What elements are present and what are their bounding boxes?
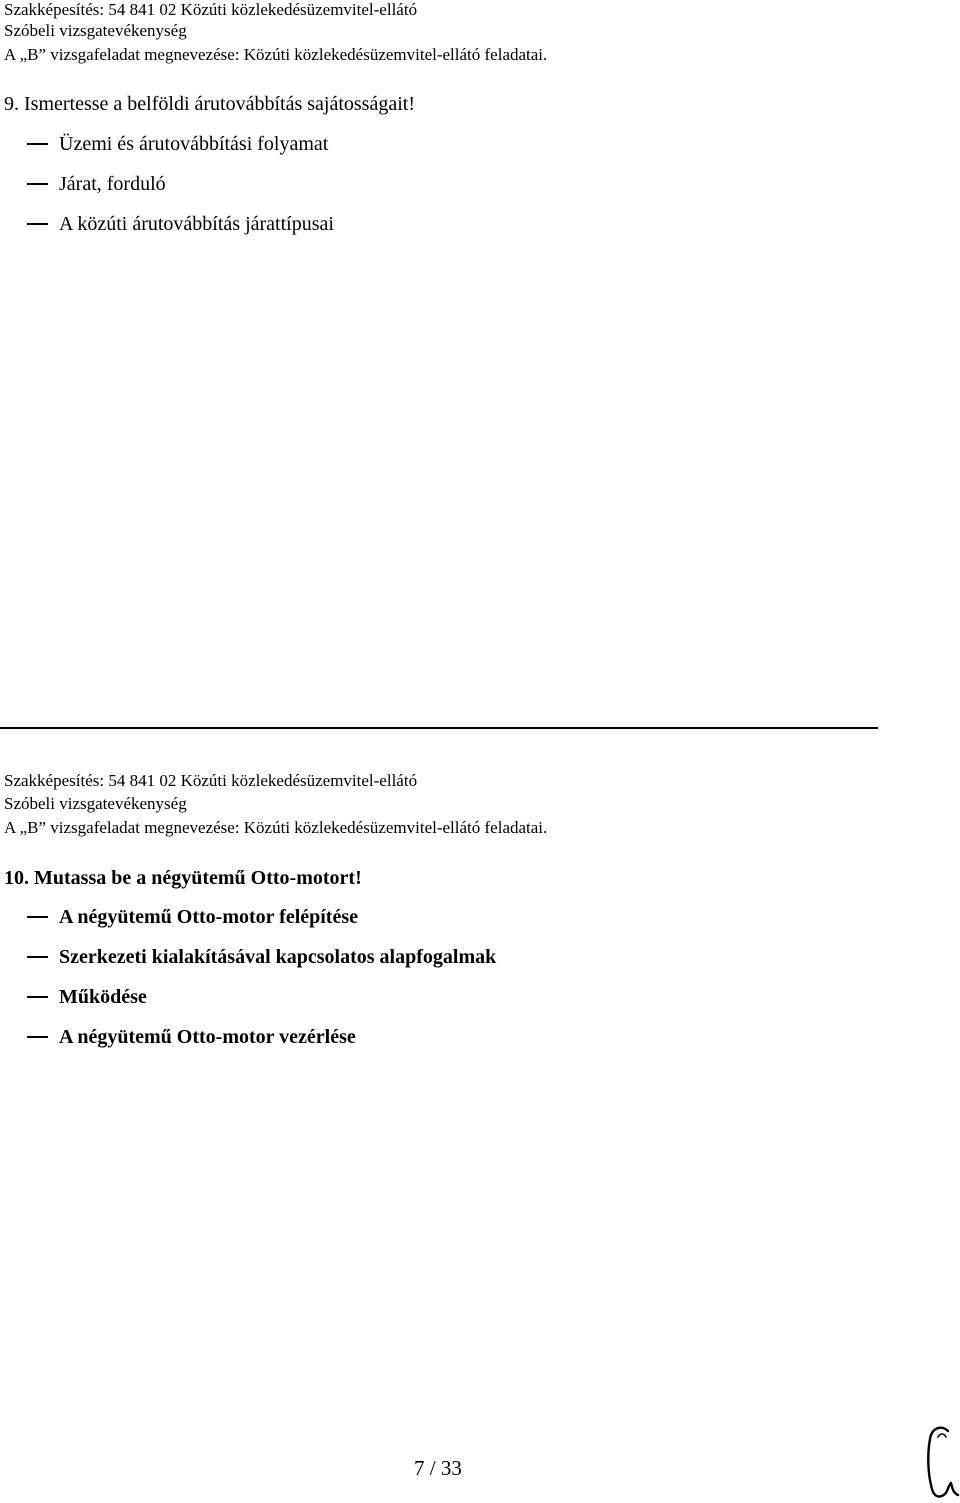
- bullet-text: A négyütemű Otto-motor vezérlése: [59, 1026, 356, 1048]
- header-qualification: Szakképesítés: 54 841 02 Közúti közlekedésüzemvitel-ellátó: [4, 0, 418, 19]
- dash-icon: [27, 1036, 48, 1038]
- question-9: 9. Ismertesse a belföldi árutovábbítás sajátosságait!: [4, 93, 415, 115]
- dash-icon: [27, 916, 48, 918]
- page-number: 7 / 33: [414, 1456, 462, 1480]
- header-task-name: A „B” vizsgafeladat megnevezése: Közúti közlekedésüzemvitel-ellátó feladatai.: [4, 45, 548, 64]
- bullet-text: Üzemi és árutovábbítási folyamat: [59, 133, 329, 155]
- dash-icon: [27, 223, 48, 225]
- page-separator: [0, 727, 878, 729]
- bullet-item: [27, 212, 334, 236]
- dash-icon: [27, 956, 48, 958]
- header-qualification: Szakképesítés: 54 841 02 Közúti közlekedésüzemvitel-ellátó: [4, 771, 418, 790]
- dash-icon: [27, 183, 48, 185]
- bullet-text: A közúti árutovábbítás járattípusai: [59, 213, 334, 235]
- bullet-text: Működése: [59, 986, 147, 1008]
- signature-icon: [918, 1423, 960, 1503]
- bullet-text: Járat, forduló: [59, 173, 166, 195]
- bullet-item: [27, 132, 328, 156]
- bullet-item: [27, 985, 147, 1009]
- header-task-name: A „B” vizsgafeladat megnevezése: Közúti közlekedésüzemvitel-ellátó feladatai.: [4, 818, 548, 837]
- bullet-item: [27, 172, 166, 196]
- question-10: 10. Mutassa be a négyütemű Otto-motort!: [4, 867, 362, 889]
- dash-icon: [27, 143, 48, 145]
- header-exam-activity: Szóbeli vizsgatevékenység: [4, 21, 187, 40]
- bullet-text: Szerkezeti kialakításával kapcsolatos alapfogalmak: [59, 946, 497, 968]
- header-exam-activity: Szóbeli vizsgatevékenység: [4, 794, 187, 813]
- bullet-item: [27, 905, 358, 929]
- bullet-item: [27, 1025, 356, 1049]
- dash-icon: [27, 996, 48, 998]
- bullet-text: A négyütemű Otto-motor felépítése: [59, 906, 359, 928]
- bullet-item: [27, 945, 496, 969]
